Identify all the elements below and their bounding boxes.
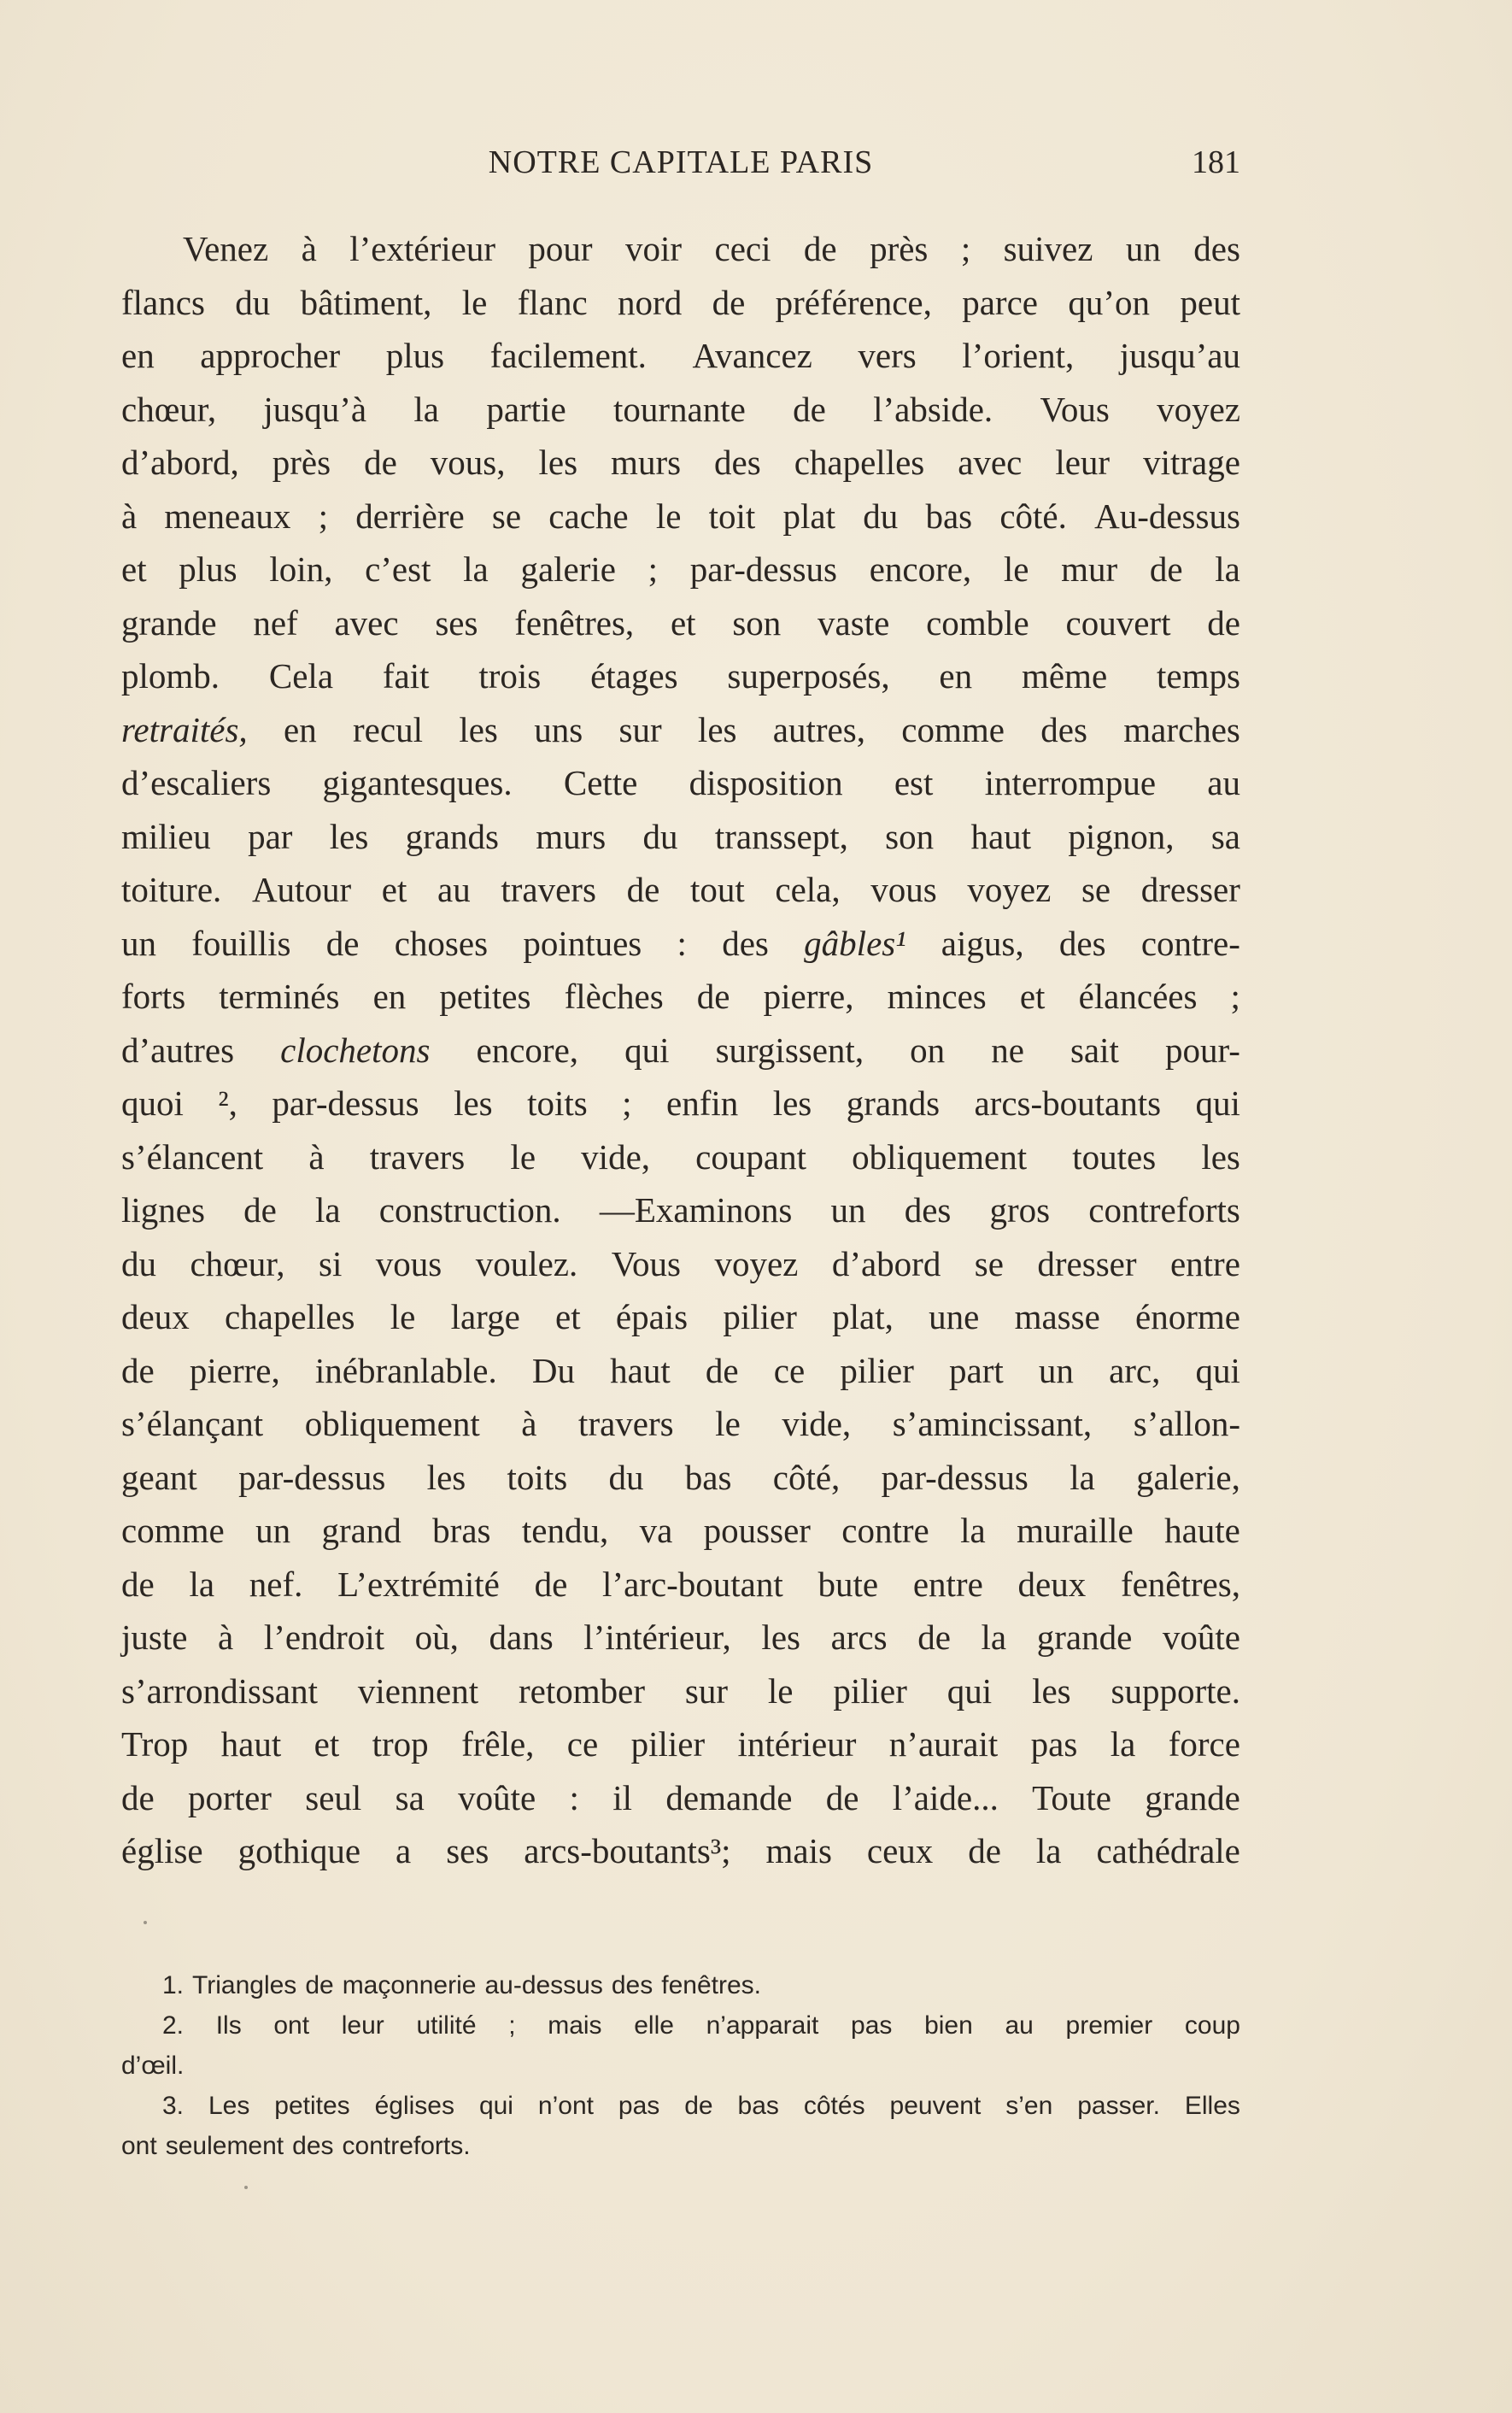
body-line: deux chapelles le large et épais pilier plat, une masse énorme — [121, 1297, 1240, 1336]
body-line: de pierre, inébranlable. Du haut de ce pilier part un arc, qui — [121, 1350, 1240, 1390]
footnotes — [121, 1965, 1240, 2166]
body-line: un fouillis de choses pointues : des gâbles¹ aigus, des contre- — [121, 923, 1240, 963]
body-line: du chœur, si vous voulez. Vous voyez d’abord se dresser entre — [121, 1243, 1240, 1283]
body-line: église gothique a ses arcs-boutants³; mais ceux de la cathédrale — [121, 1831, 1240, 1870]
body-line: d’abord, près de vous, les murs des chapelles avec leur vitrage — [121, 443, 1240, 482]
body-line: de porter seul sa voûte : il demande de l’aide... Toute grande — [121, 1777, 1240, 1817]
paper-speck — [144, 1921, 147, 1924]
body-line: grande nef avec ses fenêtres, et son vaste comble couvert de — [121, 602, 1240, 643]
body-line: milieu par les grands murs du transsept, son haut pignon, sa — [121, 816, 1240, 856]
paper-speck — [244, 2186, 248, 2189]
footnote-line: 2. Ils ont leur utilité ; mais elle n’apparait pas bien au premier coup — [162, 2011, 1240, 2040]
body-line: flancs du bâtiment, le flanc nord de préférence, parce qu’on peut — [121, 282, 1240, 322]
page-number: 181 — [1192, 144, 1240, 180]
body-line: toiture. Autour et au travers de tout cela, vous voyez se dresser — [121, 870, 1240, 909]
body-line: retraités, en recul les uns sur les autres, comme des marches — [121, 709, 1240, 749]
body-line: forts terminés en petites flèches de pierre, minces et élancées ; — [121, 977, 1240, 1016]
body-line: s’élançant obliquement à travers le vide, s’amincissant, s’allon- — [121, 1404, 1240, 1443]
body-line: Venez à l’extérieur pour voir ceci de près ; suivez un des — [183, 229, 1240, 268]
body-line: comme un grand bras tendu, va pousser contre la muraille haute — [121, 1511, 1240, 1550]
body-line: d’escaliers gigantesques. Cette disposition est interrompue au — [121, 763, 1240, 802]
body-line: en approcher plus facilement. Avancez vers l’orient, jusqu’au — [121, 336, 1240, 375]
body-line: de la nef. L’extrémité de l’arc-boutant bute entre deux fenêtres, — [121, 1564, 1240, 1604]
footnote-line: 3. Les petites églises qui n’ont pas de bas côtés peuvent s’en passer. Elles — [162, 2092, 1240, 2120]
body-line: et plus loin, c’est la galerie ; par-dessus encore, le mur de la — [121, 549, 1240, 589]
body-line: Trop haut et trop frêle, ce pilier intérieur n’aurait pas la force — [121, 1724, 1240, 1764]
running-head-title: NOTRE CAPITALE PARIS — [488, 144, 874, 180]
running-head — [121, 144, 1240, 195]
body-line: s’arrondissant viennent retomber sur le pilier qui les supporte. — [121, 1670, 1240, 1711]
body-line: s’élancent à travers le vide, coupant obliquement toutes les — [121, 1136, 1240, 1177]
body-line: plomb. Cela fait trois étages superposés, en même temps — [121, 656, 1240, 696]
footnote-line: ont seulement des contreforts. — [121, 2132, 471, 2160]
body-line: geant par-dessus les toits du bas côté, par-dessus la galerie, — [121, 1457, 1240, 1497]
body-line: à meneaux ; derrière se cache le toit plat du bas côté. Au-dessus — [121, 496, 1240, 536]
body-line: d’autres clochetons encore, qui surgissent, on ne sait pour- — [121, 1030, 1240, 1070]
body-line: chœur, jusqu’à la partie tournante de l’abside. Vous voyez — [121, 389, 1240, 429]
body-line: lignes de la construction. —Examinons un des gros contreforts — [121, 1190, 1240, 1230]
footnote-line: d’œil. — [121, 2052, 185, 2080]
body-text — [121, 222, 1240, 1878]
footnote-line: 1. Triangles de maçonnerie au-dessus des fenêtres. — [162, 1971, 761, 1999]
body-line: quoi ², par-dessus les toits ; enfin les grands arcs-boutants qui — [121, 1083, 1240, 1123]
body-line: juste à l’endroit où, dans l’intérieur, les arcs de la grande voûte — [121, 1617, 1240, 1657]
